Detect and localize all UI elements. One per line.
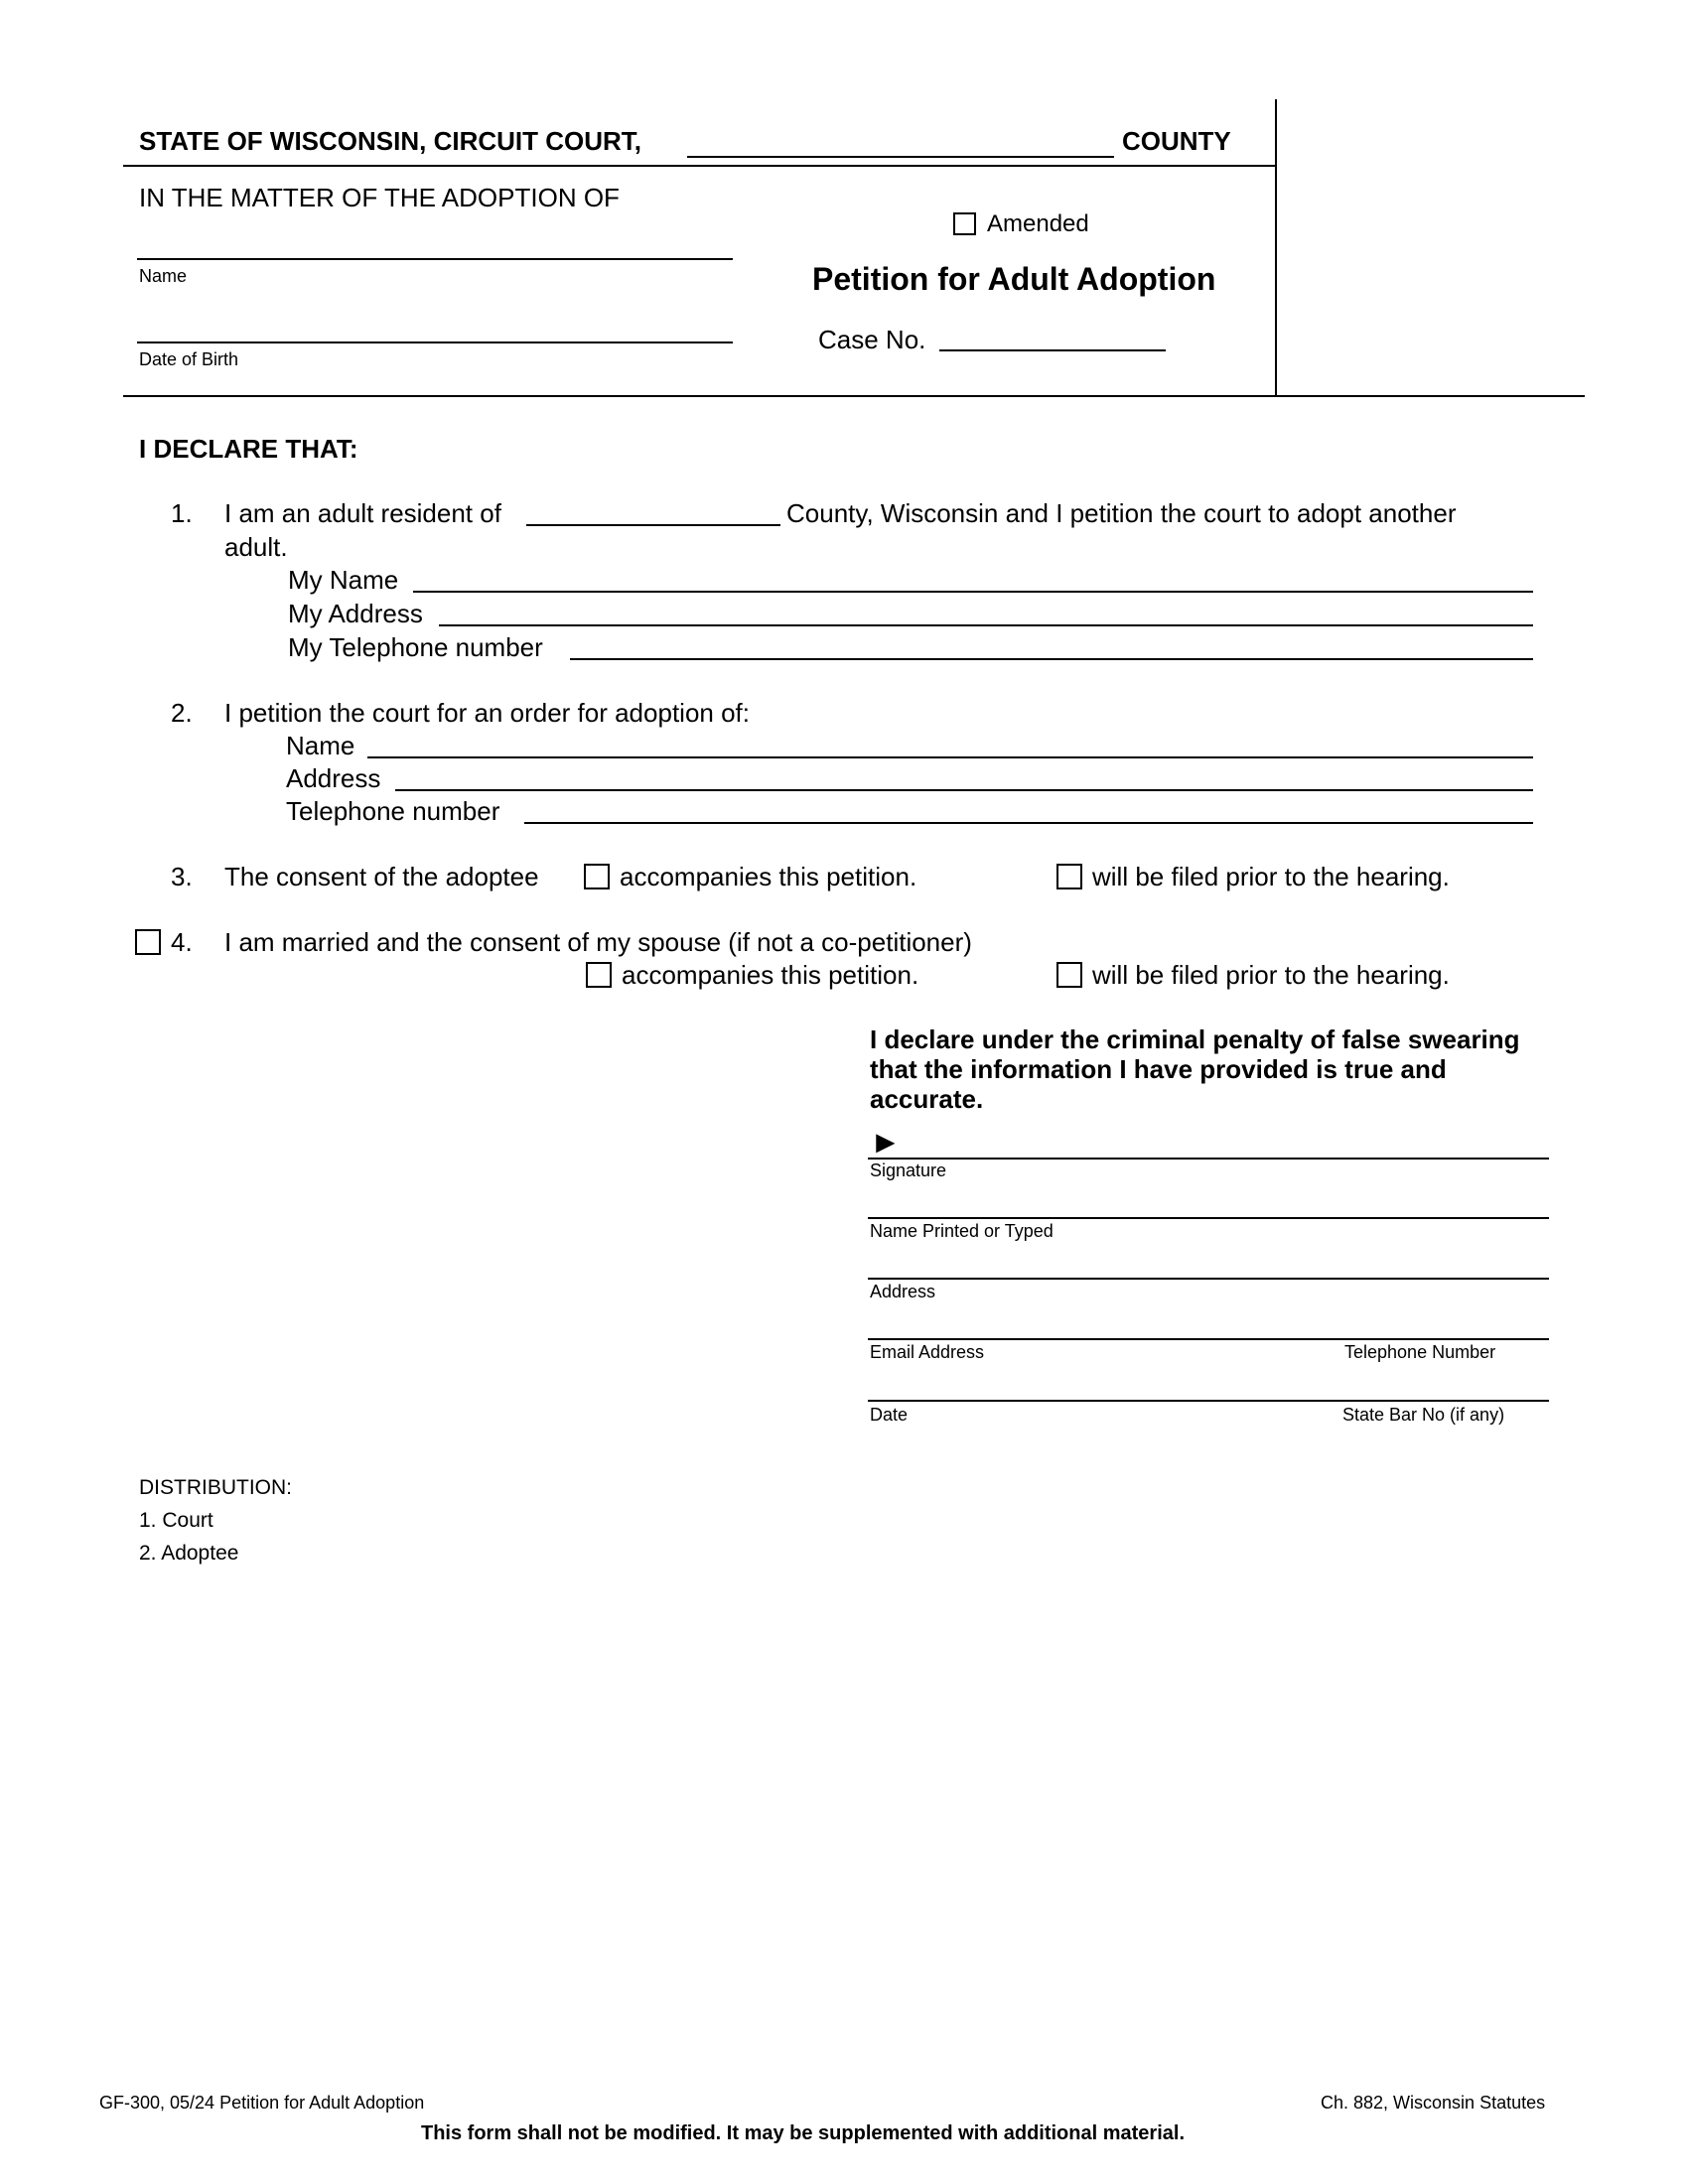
signature-input[interactable] [868,1158,1549,1160]
dob-label: Date of Birth [139,349,239,369]
item1-number: 1. [171,498,193,528]
adoptee-consent-accompanies-label: accompanies this petition. [620,862,917,891]
married-checkbox[interactable] [135,929,161,955]
email-label: Email Address [870,1342,985,1362]
my-address-label: My Address [288,599,423,628]
item2-text: I petition the court for an order for adoption of: [224,698,750,728]
date-label: Date [870,1405,909,1425]
state-bar-label: State Bar No (if any) [1342,1405,1505,1425]
item1-text-c: adult. [224,532,288,562]
telephone-label: Telephone Number [1344,1342,1496,1362]
spouse-consent-filed-label: will be filed prior to the hearing. [1092,960,1450,990]
case-no-label: Case No. [818,325,926,354]
adoptee-consent-filed-label: will be filed prior to the hearing. [1092,862,1450,891]
adoptee-name-input[interactable] [137,258,733,260]
header-right-border [1275,99,1277,397]
declaration-line-1: I declare under the criminal penalty of false swearing [870,1024,1520,1054]
distribution-heading: DISTRIBUTION: [139,1476,293,1499]
amended-checkbox[interactable] [953,212,976,235]
date-bar-input[interactable] [868,1400,1549,1402]
spouse-consent-accompanies-checkbox[interactable] [586,962,612,988]
footer-statute: Ch. 882, Wisconsin Statutes [1321,2093,1546,2113]
court-line: STATE OF WISCONSIN, CIRCUIT COURT, [139,126,642,156]
adoptee-name-field[interactable] [367,756,1533,758]
distribution-item: 2. Adoptee [139,1542,239,1565]
signer-address-input[interactable] [868,1278,1549,1280]
distribution-item: 1. Court [139,1509,213,1532]
item4-number: 4. [171,927,193,957]
adoptee-consent-accompanies-checkbox[interactable] [584,864,610,889]
item3-text: The consent of the adoptee [224,862,539,891]
header-bottom-border [123,395,1585,397]
my-name-label: My Name [288,565,399,595]
item4-text: I am married and the consent of my spouse (if not a co-petitioner) [224,927,972,957]
signature-arrow-icon: ► [870,1124,902,1160]
form-title: Petition for Adult Adoption [812,261,1216,297]
my-phone-label: My Telephone number [288,632,543,662]
item1-text-b: County, Wisconsin and I petition the court to adopt another [786,498,1457,528]
item1-text-a: I am an adult resident of [224,498,501,528]
declare-heading: I DECLARE THAT: [139,434,358,464]
footer-notice: This form shall not be modified. It may be supplemented with additional material. [421,2122,1185,2144]
adoptee-address-field[interactable] [395,789,1533,791]
adoptee-phone-label: Telephone number [286,796,500,826]
item3-number: 3. [171,862,193,891]
my-address-input[interactable] [439,624,1533,626]
declaration-line-2: that the information I have provided is true and [870,1054,1447,1084]
header-divider [123,165,1275,167]
footer-form-id: GF-300, 05/24 Petition for Adult Adoption [99,2093,425,2113]
my-phone-input[interactable] [570,658,1533,660]
spouse-consent-filed-checkbox[interactable] [1056,962,1082,988]
spouse-consent-accompanies-label: accompanies this petition. [622,960,919,990]
name-label: Name [139,266,188,286]
adoptee-consent-filed-checkbox[interactable] [1056,864,1082,889]
county-input[interactable] [687,156,1114,158]
case-no-input[interactable] [939,349,1166,351]
item2-number: 2. [171,698,193,728]
name-printed-input[interactable] [868,1217,1549,1219]
adoptee-phone-field[interactable] [524,822,1533,824]
adoptee-dob-input[interactable] [137,341,733,343]
email-phone-input[interactable] [868,1338,1549,1340]
county-label: COUNTY [1122,126,1231,156]
matter-label: IN THE MATTER OF THE ADOPTION OF [139,183,620,212]
amended-label: Amended [987,210,1089,237]
adoptee-name-label: Name [286,731,355,760]
adoptee-address-label: Address [286,763,381,793]
declaration-line-3: accurate. [870,1084,984,1114]
signature-label: Signature [870,1160,947,1180]
resident-county-input[interactable] [526,524,780,526]
name-printed-label: Name Printed or Typed [870,1221,1054,1241]
signer-address-label: Address [870,1282,936,1301]
my-name-input[interactable] [413,591,1533,593]
